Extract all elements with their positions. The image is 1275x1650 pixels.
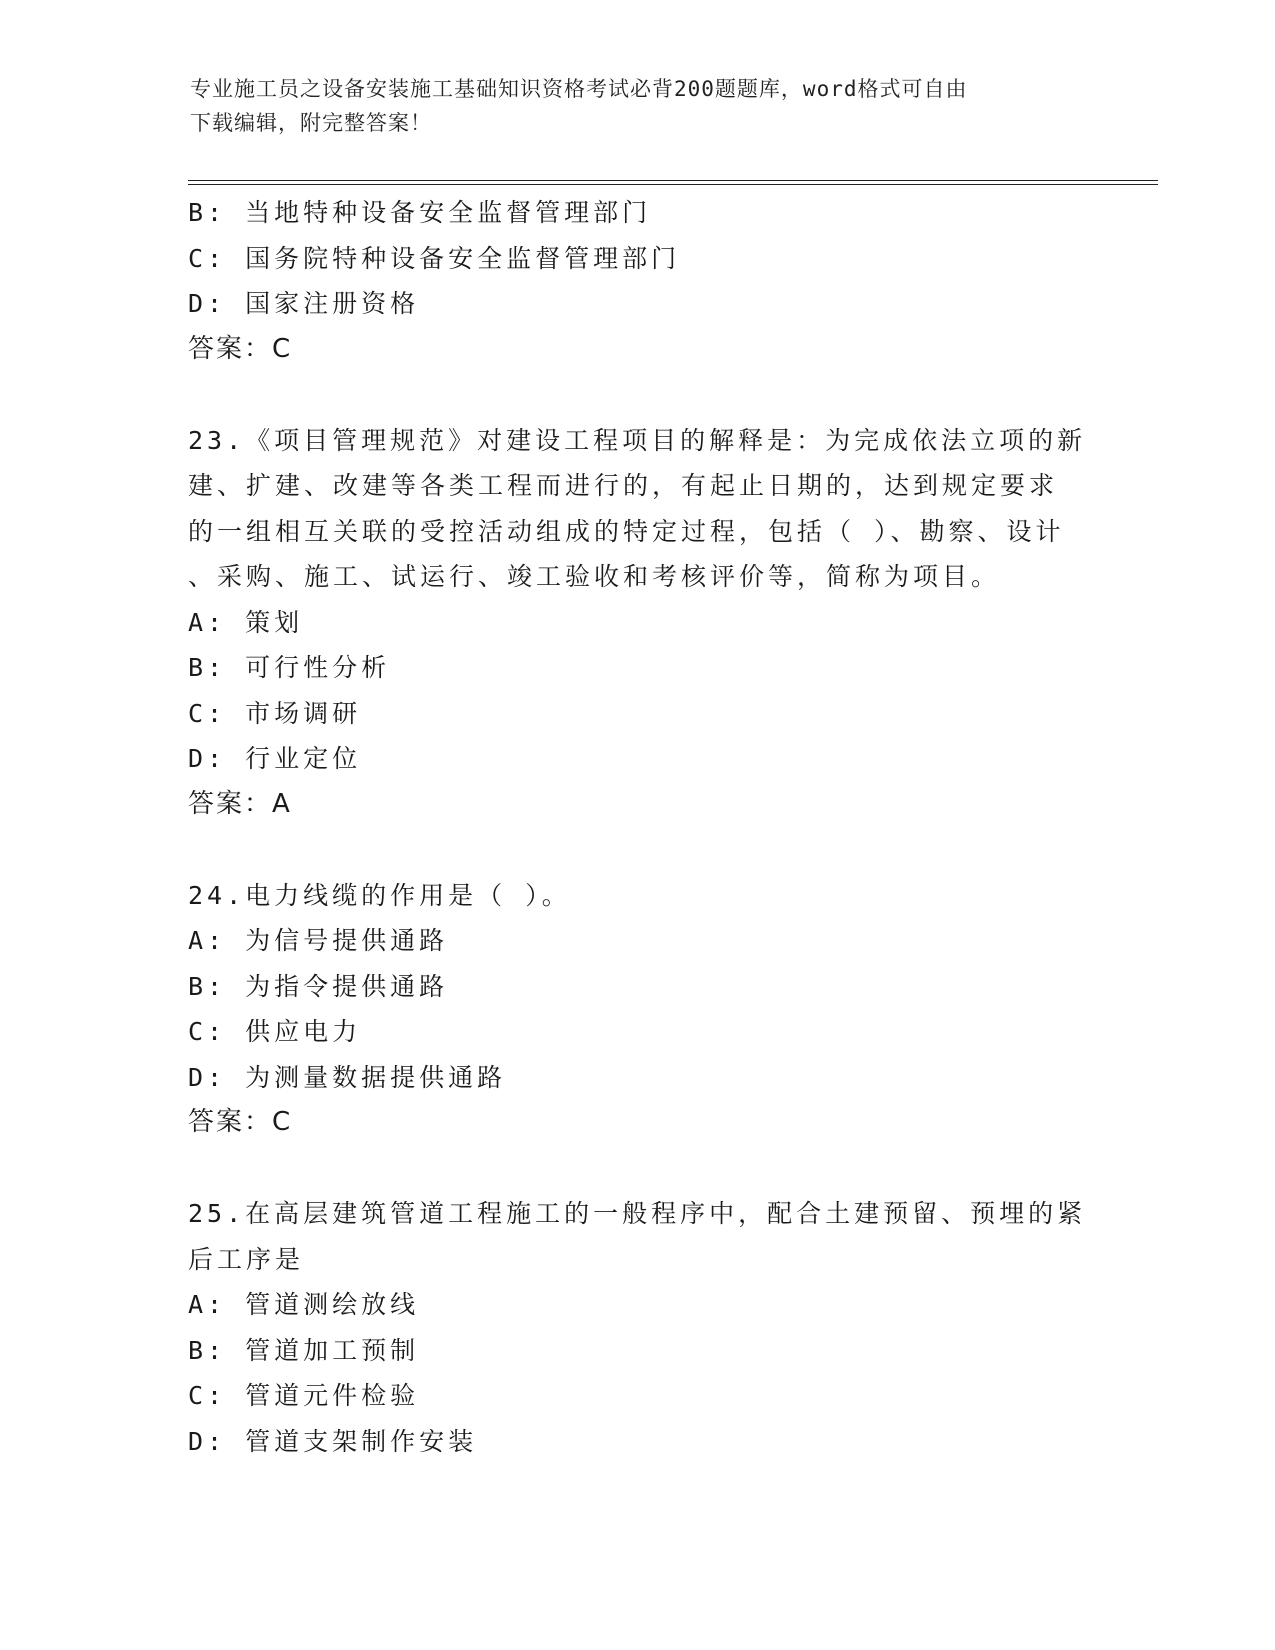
option-b: B: 管道加工预制 [188,1335,420,1365]
question-stem-line: 建、扩建、改建等各类工程而进行的，有起止日期的，达到规定要求 [188,471,1059,500]
header-divider-top [188,180,1158,181]
option-b: B: 为指令提供通路 [188,971,449,1001]
question-23 [188,418,1088,828]
document-header [190,72,1090,140]
option-d: D: 国家注册资格 [188,289,420,318]
option-d: D: 行业定位 [188,744,362,773]
option-c: C: 市场调研 [188,698,362,728]
answer-line: 答案：C [188,333,293,364]
question-stem-line: 后工序是 [188,1244,305,1274]
option-a: A: 为信号提供通路 [188,926,449,955]
header-line-1: 专业施工员之设备安装施工基础知识资格考试必背200题题库，word格式可自由 [190,77,968,101]
answer-line: 答案：A [188,788,292,819]
answer-line: 答案：C [188,1107,293,1137]
header-line-2: 下载编辑，附完整答案！ [190,111,432,135]
header-divider-bottom [188,184,1158,185]
question-stem-line: 的一组相互关联的受控活动组成的特定过程，包括（ ）、勘察、设计 [188,516,1065,546]
question-spacer [188,827,1088,873]
option-a: A: 策划 [188,607,304,637]
option-a: A: 管道测绘放线 [188,1290,420,1319]
question-stem-line: 、采购、施工、试运行、竣工验收和考核评价等，简称为项目。 [188,562,1001,591]
question-stem-line: 24.电力线缆的作用是（ ）。 [188,880,571,910]
option-c: C: 国务院特种设备安全监督管理部门 [188,243,681,273]
question-stem-line: 23.《项目管理规范》对建设工程项目的解释是：为完成依法立项的新 [188,425,1087,455]
question-stem-line: 25.在高层建筑管道工程施工的一般程序中，配合土建预留、预埋的紧 [188,1199,1087,1228]
option-c: C: 供应电力 [188,1017,362,1046]
question-24 [188,873,1088,1146]
question-list [188,190,1088,1464]
option-c: C: 管道元件检验 [188,1381,420,1410]
question-spacer [188,372,1088,418]
option-b: B: 可行性分析 [188,653,391,682]
option-b: B: 当地特种设备安全监督管理部门 [188,198,652,227]
question-spacer [188,1146,1088,1192]
question-25 [188,1191,1088,1464]
option-d: D: 管道支架制作安装 [188,1426,478,1456]
option-d: D: 为测量数据提供通路 [188,1062,507,1092]
question-22-tail [188,190,1088,372]
